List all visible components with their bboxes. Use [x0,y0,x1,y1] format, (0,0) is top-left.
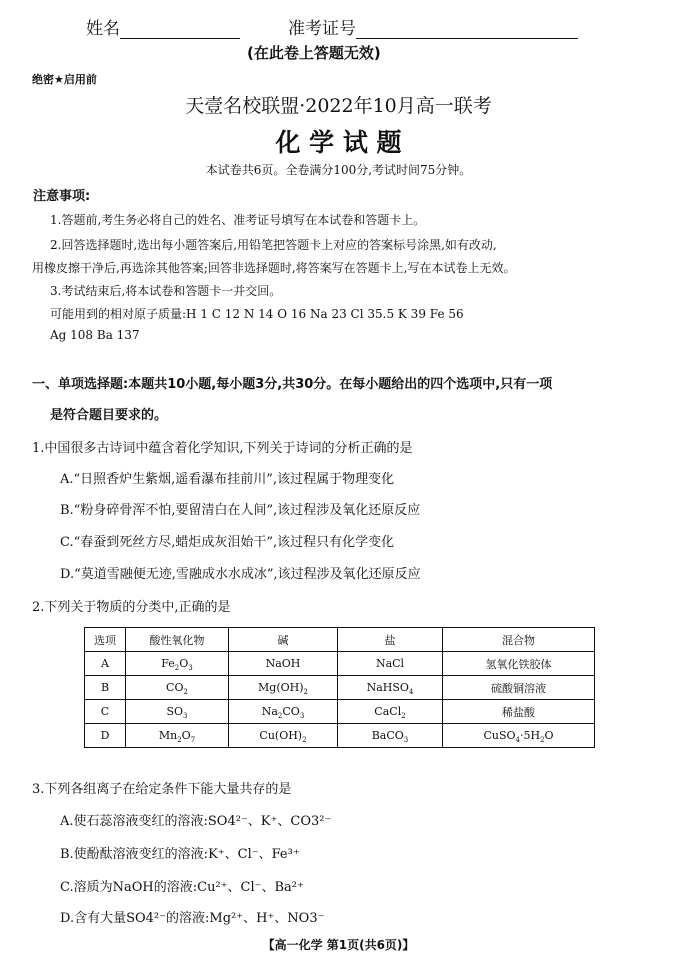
cell: D [85,724,126,748]
subject-title: 化 学 试 题 [275,128,402,157]
invalid-note: (在此卷上答题无效) [247,44,381,62]
notice-heading: 注意事项: [33,189,91,204]
option-c: C.溶质为NaOH的溶液:Cu²⁺、Cl⁻、Ba²⁺ [60,880,304,895]
name-label: 姓名 [86,19,120,39]
cell: CaCl$_2$ [338,700,443,724]
table-row [85,652,595,676]
option-d: D.含有大量SO4²⁻的溶液:Mg²⁺、H⁺、NO3⁻ [60,911,325,926]
notice-item: 用橡皮擦干净后,再选涂其他答案;回答非选择题时,将答案写在答题卡上,写在本试卷上无效。 [32,261,516,275]
id-label: 准考证号 [288,19,356,39]
cell: $Mg(OH)_2$ [229,676,338,700]
cell: 稀盐酸 [443,700,595,724]
cell: A [85,652,126,676]
cell: $Mn_2O_7$ [126,724,229,748]
col-header: 混合物 [443,628,595,652]
cell: C [85,700,126,724]
cell: $CuSO_4\cdot 5H_2O$ [443,724,595,748]
section-heading: 一、单项选择题:本题共10小题,每小题3分,共30分。在每小题给出的四个选项中,只有一项 [32,377,553,392]
option-b: B.使酚酞溶液变红的溶液:K⁺、Cl⁻、Fe³⁺ [60,847,300,862]
cell: $Fe_2O_3$ [126,652,229,676]
notice-item: 1.答题前,考生务必将自己的姓名、准考证号填写在本试卷和答题卡上。 [50,213,426,227]
col-header: 酸性氧化物 [126,628,229,652]
cell: NaCl [338,652,443,676]
col-header: 碱 [229,628,338,652]
name-field [86,14,240,39]
page-footer: 【高一化学 第1页(共6页)】 [262,938,415,952]
secret-mark: 绝密★启用前 [32,73,97,86]
name-blank [120,20,240,39]
cell: 氢氧化铁胶体 [443,652,595,676]
cell: BaCO$_3$ [338,724,443,748]
exam-title: 天壹名校联盟·2022年10月高一联考 [185,95,492,117]
cell: NaOH [229,652,338,676]
id-field [288,14,578,39]
cell: $CO_2$ [126,676,229,700]
exam-info: 本试卷共6页。全卷满分100分,考试时间75分钟。 [205,163,472,177]
notice-item: 2.回答选择题时,选出每小题答案后,用铅笔把答题卡上对应的答案标号涂黑,如有改动, [50,238,497,252]
option-a: A.“日照香炉生紫烟,遥看瀑布挂前川”,该过程属于物理变化 [60,472,395,487]
atomic-mass-line: Ag 108 Ba 137 [50,328,140,342]
table-row [85,700,595,724]
col-header: 选项 [85,628,126,652]
option-b: B.“粉身碎骨浑不怕,要留清白在人间”,该过程涉及氧化还原反应 [60,503,421,518]
option-a: A.使石蕊溶液变红的溶液:SO4²⁻、K⁺、CO3²⁻ [60,814,332,829]
option-d: D.“莫道雪融便无迹,雪融成水水成冰”,该过程涉及氧化还原反应 [60,567,421,582]
section-heading-cont: 是符合题目要求的。 [50,408,168,423]
cell: $Cu(OH)_2$ [229,724,338,748]
question-stem: 1.中国很多古诗词中蕴含着化学知识,下列关于诗词的分析正确的是 [32,441,413,456]
cell: 硫酸铜溶液 [443,676,595,700]
classification-table [84,627,595,748]
question-stem: 3.下列各组离子在给定条件下能大量共存的是 [32,782,292,797]
id-blank [356,20,578,39]
table-row [85,676,595,700]
notice-item: 3.考试结束后,将本试卷和答题卡一并交回。 [50,284,282,298]
cell: NaHSO$_4$ [338,676,443,700]
question-2-stem: 2.下列关于物质的分类中,正确的是 [32,600,231,615]
table-row [85,724,595,748]
cell: $Na_2CO_3$ [229,700,338,724]
col-header: 盐 [338,628,443,652]
cell: $SO_3$ [126,700,229,724]
cell: B [85,676,126,700]
atomic-mass-line: 可能用到的相对原子质量:H 1 C 12 N 14 O 16 Na 23 Cl 35.5 K 39 Fe 56 [50,307,464,321]
option-c: C.“春蚕到死丝方尽,蜡炬成灰泪始干”,该过程只有化学变化 [60,535,395,550]
table-header-row [85,628,595,652]
